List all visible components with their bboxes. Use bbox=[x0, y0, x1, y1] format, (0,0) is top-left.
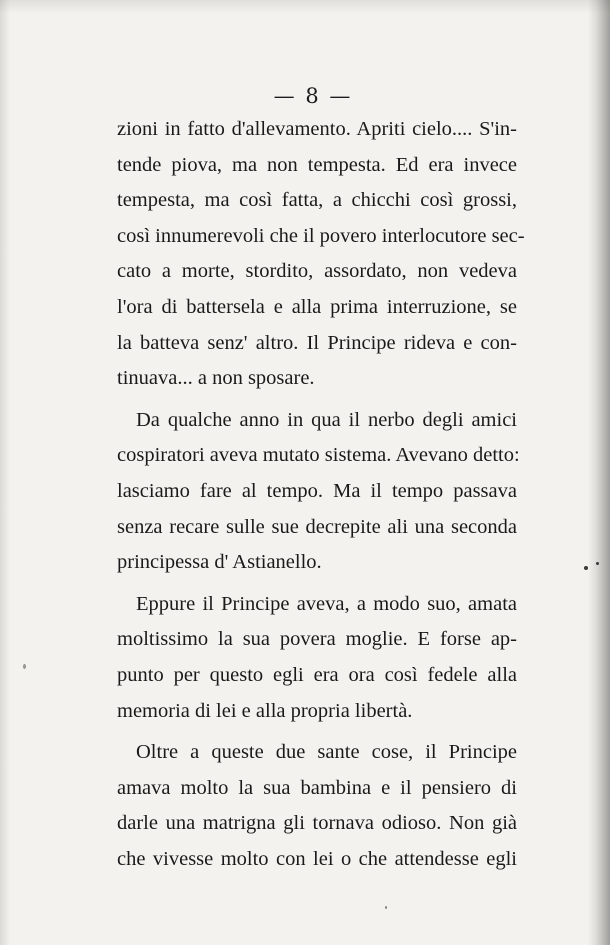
scan-edge-right bbox=[588, 0, 610, 945]
text-line: amava molto la sua bambina e il pensiero di bbox=[117, 776, 517, 799]
text-line: tinuava... a non sposare. bbox=[117, 367, 315, 390]
text-line: l'ora di battersela e alla prima interruzione, se bbox=[117, 295, 517, 318]
text-line: la batteva senz' altro. Il Principe rideva e con- bbox=[117, 331, 517, 354]
text-line: senza recare sulle sue decrepite ali una seconda bbox=[117, 515, 517, 538]
text-line: che vivesse molto con lei o che attendesse egli bbox=[117, 847, 517, 870]
text-line: tende piova, ma non tempesta. Ed era invece bbox=[117, 153, 517, 176]
scan-speck bbox=[23, 664, 26, 669]
text-line: punto per questo egli era ora così fedele alla bbox=[117, 663, 517, 686]
text-line: Eppure il Principe aveva, a modo suo, amata bbox=[136, 592, 517, 615]
scan-speck bbox=[596, 562, 599, 565]
text-line: cato a morte, stordito, assordato, non vedeva bbox=[117, 260, 517, 283]
text-line: cospiratori aveva mutato sistema. Avevano detto: bbox=[117, 444, 520, 467]
page-number: — 8 — bbox=[273, 84, 353, 108]
text-line: darle una matrigna gli tornava odioso. Non già bbox=[117, 812, 517, 835]
text-line: tempesta, ma così fatta, a chicchi così grossi, bbox=[117, 189, 517, 212]
text-line: così innumerevoli che il povero interlocutore sec- bbox=[117, 224, 525, 247]
text-line: Oltre a queste due sante cose, il Principe bbox=[136, 741, 517, 764]
text-line: moltissimo la sua povera moglie. E forse ap- bbox=[117, 628, 517, 651]
text-line: Da qualche anno in qua il nerbo degli amici bbox=[136, 408, 517, 431]
scan-speck bbox=[584, 566, 588, 570]
scan-speck bbox=[385, 906, 387, 909]
text-line: principessa d' Astianello. bbox=[117, 551, 322, 574]
text-line: lasciamo fare al tempo. Ma il tempo passava bbox=[117, 479, 517, 502]
text-line: memoria di lei e alla propria libertà. bbox=[117, 699, 413, 722]
text-line: zioni in fatto d'allevamento. Apriti cielo.... S'in- bbox=[117, 118, 517, 140]
body-text bbox=[117, 112, 525, 877]
scan-edge-top bbox=[0, 0, 610, 14]
scan-edge-left bbox=[0, 0, 10, 945]
